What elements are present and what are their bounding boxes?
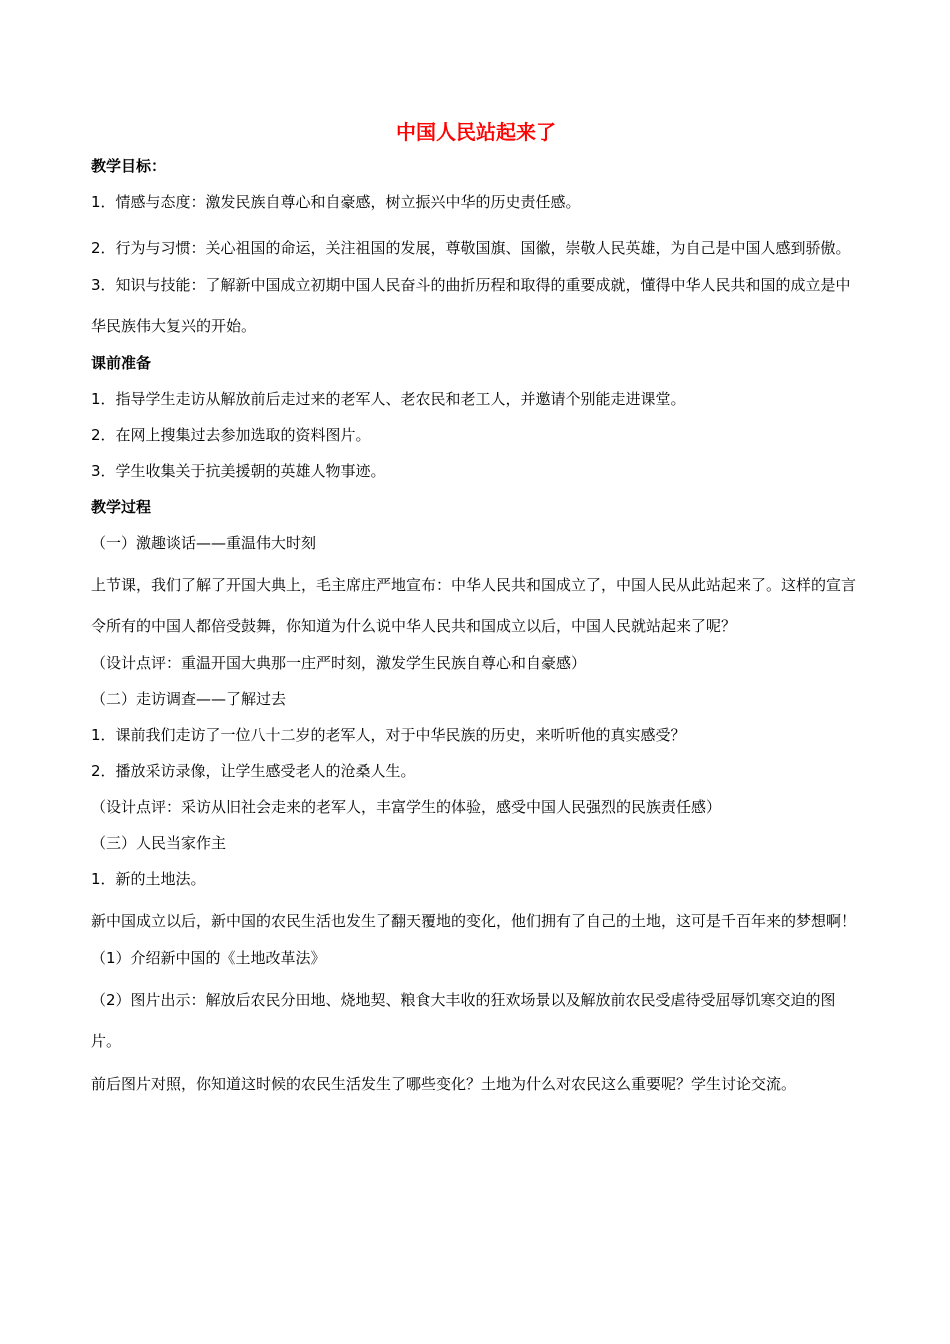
process-part-2-comment: （设计点评：采访从旧社会走来的老军人，丰富学生的体验，感受中国人民强烈的民族责任感） — [91, 798, 722, 816]
process-part-1-comment: （设计点评：重温开国大典那一庄严时刻，激发学生民族自尊心和自豪感） — [91, 654, 587, 672]
prep-1: 1．指导学生走访从解放前后走过来的老军人、老农民和老工人，并邀请个别能走进课堂。 — [91, 390, 686, 408]
document-title: 中国人民站起来了 — [396, 120, 556, 144]
process-part-1-text: 上节课，我们了解了开国大典上，毛主席庄严地宣布：中华人民共和国成立了，中国人民从此站起来了。这样的宣言令所有的中国人都倍受鼓舞，你知道为什么说中华人民共和国成立以后，中国人民就站起来了呢？ — [91, 576, 857, 635]
document-page — [91, 118, 861, 1111]
process-part-3-sub-2: （2）图片出示：解放后农民分田地、烧地契、粮食大丰收的狂欢场景以及解放前农民受虐待受屈辱饥寒交迫的图片。 — [91, 991, 836, 1050]
heading-preparation: 课前准备 — [91, 354, 152, 372]
heading-teaching-process: 教学过程 — [91, 498, 152, 516]
goal-3: 3．知识与技能：了解新中国成立初期中国人民奋斗的曲折历程和取得的重要成就，懂得中华人民共和国的成立是中华民族伟大复兴的开始。 — [91, 276, 851, 335]
prep-3: 3．学生收集关于抗美援朝的英雄人物事迹。 — [91, 462, 386, 480]
process-part-3-discussion: 前后图片对照，你知道这时候的农民生活发生了哪些变化？土地为什么对农民这么重要呢？学生讨论交流。 — [91, 1075, 797, 1093]
prep-2: 2．在网上搜集过去参加选取的资料图片。 — [91, 426, 371, 444]
process-part-3-text: 新中国成立以后，新中国的农民生活也发生了翻天覆地的变化，他们拥有了自己的土地，这可是千百年来的梦想啊！ — [91, 912, 857, 930]
process-part-2-title: （二）走访调查——了解过去 — [91, 690, 287, 708]
process-part-2-item-2: 2．播放采访录像，让学生感受老人的沧桑人生。 — [91, 762, 416, 780]
process-part-3-item-1: 1．新的土地法。 — [91, 870, 206, 888]
process-part-3-title: （三）人民当家作主 — [91, 834, 227, 852]
process-part-2-item-1: 1．课前我们走访了一位八十二岁的老军人，对于中华民族的历史，来听听他的真实感受？ — [91, 726, 686, 744]
heading-teaching-goals: 教学目标： — [91, 157, 167, 175]
goal-2: 2．行为与习惯：关心祖国的命运，关注祖国的发展，尊敬国旗、国徽，崇敬人民英雄，为自己是中国人感到骄傲。 — [91, 239, 851, 257]
goal-1: 1．情感与态度：激发民族自尊心和自豪感，树立振兴中华的历史责任感。 — [91, 193, 581, 211]
process-part-1-title: （一）激趣谈话——重温伟大时刻 — [91, 534, 317, 552]
process-part-3-sub-1: （1）介绍新中国的《土地改革法》 — [91, 949, 326, 967]
